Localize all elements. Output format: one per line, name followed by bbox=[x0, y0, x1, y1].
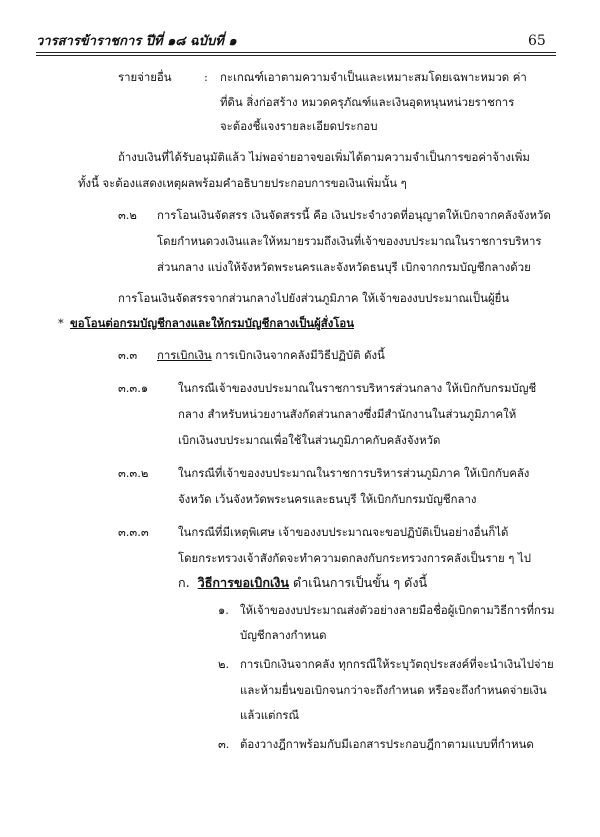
section-3-3-3-line-1: ในกรณีที่มีเหตุพิเศษ เจ้าของงบประมาณจะขอปฏิบัติเป็นอย่างอื่นก็ได้ bbox=[178, 525, 509, 539]
section-3-3-3-line-2: โดยกระทรวงเจ้าสังกัดจะทำความตกลงกับกระทรวงการคลังเป็นราย ๆ ไป bbox=[178, 551, 531, 565]
section-3-3-1-line-3: เบิกเงินงบประมาณเพื่อใช้ในส่วนภูมิภาคกับคลังจังหวัด bbox=[178, 433, 441, 447]
step-1-number: ๑. bbox=[218, 603, 229, 617]
section-3-3-3-number: ๓.๓.๓ bbox=[118, 525, 149, 539]
section-3-3-1-number: ๓.๓.๑ bbox=[118, 381, 149, 395]
section-3-2-line-1: การโอนเงินจัดสรร เงินจัดสรรนี้ คือ เงินประจำงวดที่อนุญาตให้เบิกจากคลังจังหวัด bbox=[157, 208, 551, 222]
journal-title: วารสารข้าราชการ ปีที่ ๑๘ ฉบับที่ ๑ bbox=[36, 34, 237, 49]
budget-para-line-1: ถ้างบเงินที่ได้รับอนุมัติแล้ว ไม่พอจ่ายอาจขอเพิ่มได้ตามความจำเป็นการขอค่าจ้างเพิ่ม bbox=[118, 150, 530, 164]
section-3-3-2-number: ๓.๓.๒ bbox=[118, 466, 149, 480]
section-4-heading bbox=[178, 576, 427, 590]
expense-line-3: จะต้องชี้แจงรายละเอียดประกอบ bbox=[220, 119, 378, 133]
section-4-title: วิธีการขอเบิกเงิน bbox=[197, 575, 290, 590]
expense-colon: : bbox=[204, 70, 208, 84]
section-3-3-title: การเบิกเงิน bbox=[157, 348, 212, 362]
section-3-3-number: ๓.๓ bbox=[118, 348, 138, 362]
expense-label: รายจ่ายอื่น bbox=[118, 70, 172, 84]
step-2-line-1: การเบิกเงินจากคลัง ทุกกรณีให้ระบุวัตถุประสงค์ที่จะนำเงินไปจ่าย bbox=[240, 657, 554, 671]
budget-para-line-2: ทั้งนี้ จะต้องแสดงเหตุผลพร้อมคำอธิบายประกอบการขอเงินเพิ่มนั้น ๆ bbox=[78, 176, 407, 190]
section-3-2-line-3: ส่วนกลาง แบ่งให้จังหวัดพระนครและจังหวัดธนบุรี เบิกจากกรมบัญชีกลางด้วย bbox=[157, 260, 531, 274]
section-3-3-2-line-2: จังหวัด เว้นจังหวัดพระนครและธนบุรี ให้เบิกกับกรมบัญชีกลาง bbox=[178, 492, 477, 506]
section-3-2-number: ๓.๒ bbox=[118, 208, 137, 222]
page-number: 65 bbox=[528, 33, 546, 49]
step-2-number: ๒. bbox=[218, 657, 230, 671]
transfer-para-line-1: การโอนเงินจัดสรรจากส่วนกลางไปยังส่วนภูมิภาค ให้เจ้าของงบประมาณเป็นผู้ยื่น bbox=[118, 291, 510, 305]
expense-line-1: กะเกณฑ์เอาตามความจำเป็นและเหมาะสมโดยเฉพาะหมวด ค่า bbox=[220, 70, 527, 84]
section-4-number: ก. bbox=[178, 575, 190, 590]
section-4-rest: ดำเนินการเป็นขั้น ๆ ดังนี้ bbox=[289, 575, 428, 590]
section-3-3-rest: การเบิกเงินจากคลังมีวิธีปฏิบัติ ดังนี้ bbox=[211, 348, 385, 362]
step-3-line-1: ต้องวางฎีกาพร้อมกับมีเอกสารประกอบฎีกาตามแบบที่กำหนด bbox=[240, 737, 534, 751]
step-1-line-1: ให้เจ้าของงบประมาณส่งตัวอย่างลายมือชื่อผู้เบิกตามวิธีการที่กรม bbox=[240, 603, 555, 617]
expense-line-2: ที่ดิน สิ่งก่อสร้าง หมวดครุภัณฑ์และเงินอุดหนุนหน่วยราชการ bbox=[220, 95, 515, 109]
step-1-line-2: บัญชีกลางกำหนด bbox=[240, 628, 327, 642]
section-3-2-line-2: โดยกำหนดวงเงินและให้หมายรวมถึงเงินที่เจ้าของงบประมาณในราชการบริหาร bbox=[157, 234, 542, 248]
section-3-3-1-line-1: ในกรณีเจ้าของงบประมาณในราชการบริหารส่วนกลาง ให้เบิกกับกรมบัญชี bbox=[178, 381, 537, 395]
section-3-3-heading bbox=[157, 348, 385, 362]
section-3-3-1-line-2: กลาง สำหรับหน่วยงานสังกัดส่วนกลางซึ่งมีสำนักงานในส่วนภูมิภาคให้ bbox=[178, 407, 517, 421]
step-2-line-2: และห้ามยื่นขอเบิกจนกว่าจะถึงกำหนด หรือจะถึงกำหนดจ่ายเงิน bbox=[240, 683, 547, 697]
step-2-line-3: แล้วแต่กรณี bbox=[240, 708, 300, 722]
section-3-3-2-line-1: ในกรณีที่เจ้าของงบประมาณในราชการบริหารส่วนภูมิภาค ให้เบิกกับคลัง bbox=[178, 466, 530, 480]
header-rule-thin bbox=[36, 55, 556, 56]
step-3-number: ๓. bbox=[218, 737, 230, 751]
header-rule bbox=[36, 52, 556, 53]
transfer-para-line-2: ขอโอนต่อกรมบัญชีกลางและให้กรมบัญชีกลางเป็นผู้สั่งโอน bbox=[70, 316, 355, 330]
transfer-margin-mark: * bbox=[58, 316, 64, 330]
